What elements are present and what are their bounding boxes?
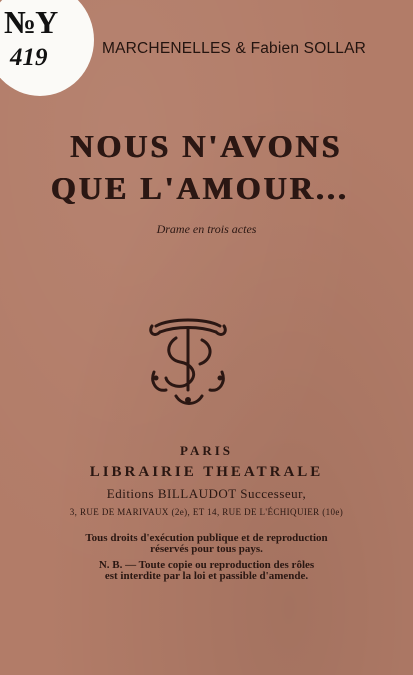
imprint-edition: Editions BILLAUDOT Successeur, xyxy=(106,486,307,501)
stamp-line-2: 419 xyxy=(10,44,48,71)
rights-notice xyxy=(0,533,413,555)
imprint-publisher: LIBRAIRIE THEATRALE xyxy=(89,464,324,480)
imprint-city: PARIS xyxy=(179,443,234,458)
imprint-address: 3, RUE DE MARIVAUX (2e), ET 14, RUE DE L'ÉCHIQUIER (10e) xyxy=(69,507,344,517)
nb-notice xyxy=(0,560,413,582)
stamp-line-1: №Y xyxy=(4,4,58,40)
nb-line-1: N. B. — Toute copie ou reproduction des rôles xyxy=(98,559,315,571)
title-line-2: QUE L'AMOUR... xyxy=(51,170,349,206)
title-line-1: NOUS N'AVONS xyxy=(70,128,343,164)
rights-line-1: Tous droits d'exécution publique et de reproduction xyxy=(85,532,328,544)
rights-line-2: réservés pour tous pays. xyxy=(150,543,263,555)
publisher-monogram-icon xyxy=(146,316,230,408)
library-stamp xyxy=(0,0,94,96)
authors: MARCHENELLES & Fabien SOLLAR xyxy=(102,40,367,57)
subtitle: Drame en trois actes xyxy=(156,222,257,236)
nb-line-2: est interdite par la loi et passible d'amende. xyxy=(104,570,309,582)
